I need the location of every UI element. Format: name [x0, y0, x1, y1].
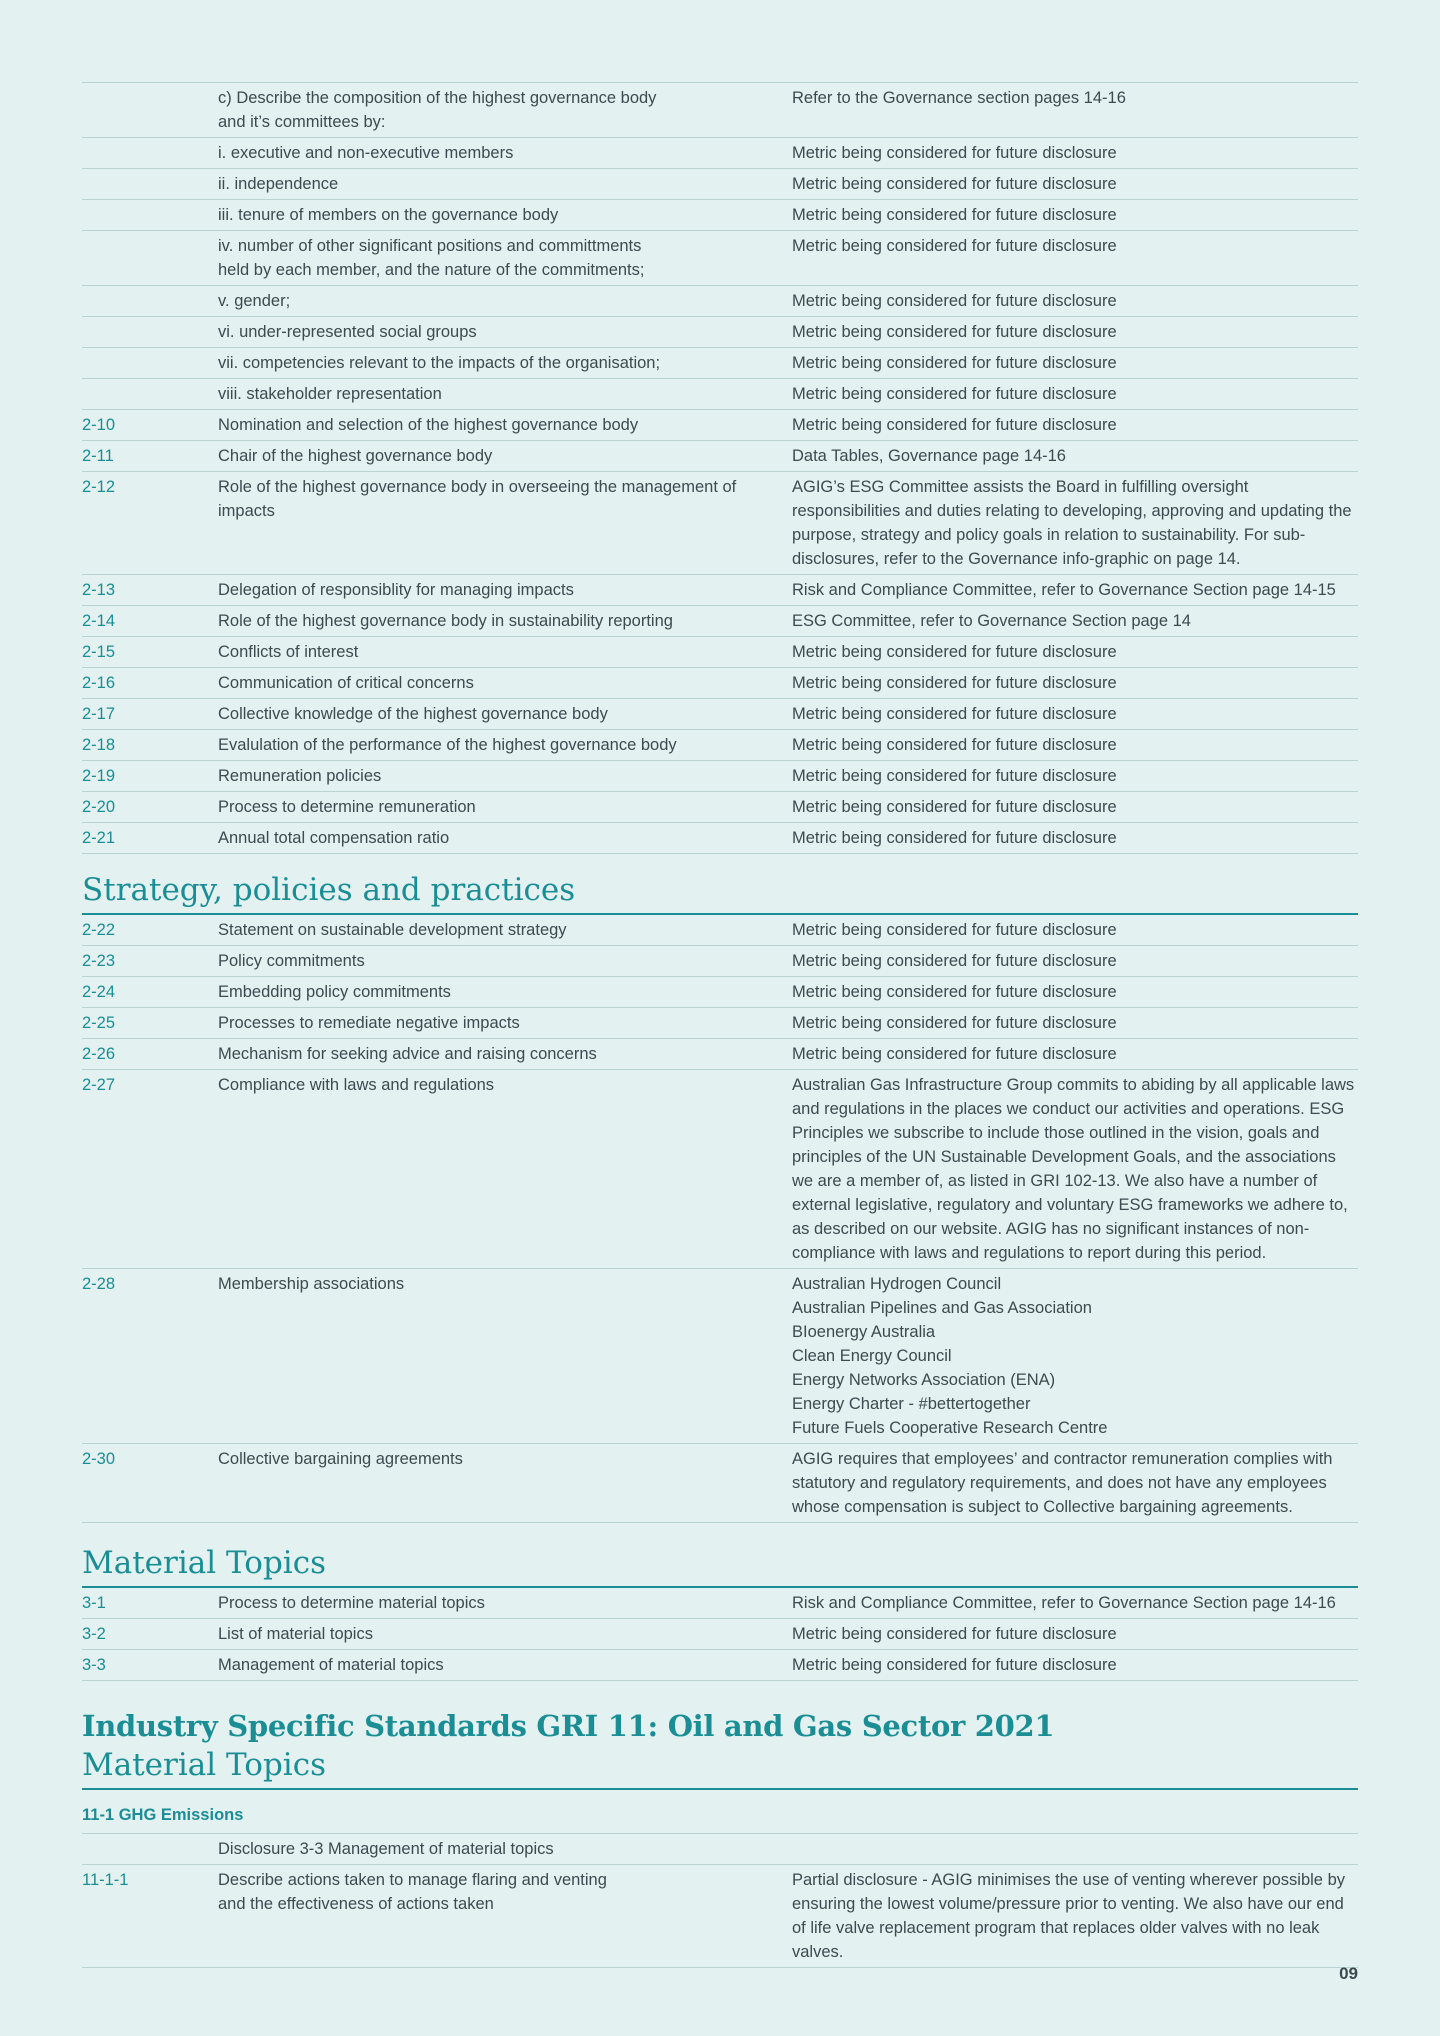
- table-row: [82, 200, 1358, 231]
- table-row: [82, 348, 1358, 379]
- table-row: [82, 231, 1358, 286]
- disclosure-description: Describe actions taken to manage flaring and venting and the effectiveness of actions taken: [218, 1865, 792, 1968]
- disclosure-description: Processes to remediate negative impacts: [218, 1008, 792, 1039]
- disclosure-code: 2-17: [82, 699, 218, 730]
- disclosure-code: 2-12: [82, 472, 218, 575]
- disclosure-description: Membership associations: [218, 1269, 792, 1444]
- disclosure-response: AGIG’s ESG Committee assists the Board in fulfilling oversight responsibilities and duties relating to developing, approving and updating the purpose, strategy and policy goals in relation to sustainability. For sub-disclosures, refer to the Governance info-graphic on page 14.: [792, 472, 1358, 575]
- table-row: [82, 1865, 1358, 1968]
- disclosure-description: Statement on sustainable development strategy: [218, 915, 792, 946]
- disclosure-response: Metric being considered for future disclosure: [792, 637, 1358, 668]
- disclosure-response: Metric being considered for future disclosure: [792, 348, 1358, 379]
- table-row: [82, 1269, 1358, 1444]
- table-row: [82, 575, 1358, 606]
- page-content: [82, 82, 1358, 1968]
- disclosure-description: Collective knowledge of the highest governance body: [218, 699, 792, 730]
- table-row: [82, 792, 1358, 823]
- disclosure-response: Metric being considered for future disclosure: [792, 231, 1358, 286]
- disclosure-code: 2-25: [82, 1008, 218, 1039]
- disclosure-code: 2-11: [82, 441, 218, 472]
- disclosure-description: iii. tenure of members on the governance body: [218, 200, 792, 231]
- table-row: [82, 138, 1358, 169]
- table-row: [82, 1070, 1358, 1269]
- table-row: [82, 317, 1358, 348]
- disclosure-description: Role of the highest governance body in overseeing the management of impacts: [218, 472, 792, 575]
- disclosure-response: Metric being considered for future disclosure: [792, 730, 1358, 761]
- disclosure-description: Embedding policy commitments: [218, 977, 792, 1008]
- table-row: [82, 1619, 1358, 1650]
- disclosure-response: Metric being considered for future disclosure: [792, 946, 1358, 977]
- disclosure-code: [82, 200, 218, 231]
- disclosure-description: Evalulation of the performance of the highest governance body: [218, 730, 792, 761]
- material-section-title: Material Topics: [82, 1545, 1358, 1588]
- disclosure-response: Metric being considered for future disclosure: [792, 169, 1358, 200]
- disclosure-code: [82, 231, 218, 286]
- disclosure-code: 2-10: [82, 410, 218, 441]
- disclosure-code: 2-27: [82, 1070, 218, 1269]
- disclosure-code: 2-30: [82, 1444, 218, 1523]
- disclosure-response: Metric being considered for future disclosure: [792, 915, 1358, 946]
- strategy-table: [82, 915, 1358, 1523]
- disclosure-response: Metric being considered for future disclosure: [792, 1039, 1358, 1070]
- disclosure-description: c) Describe the composition of the highest governance body and it’s committees by:: [218, 83, 792, 138]
- disclosure-code: 2-26: [82, 1039, 218, 1070]
- table-row: [82, 946, 1358, 977]
- industry-material-title: Material Topics: [82, 1747, 1358, 1790]
- disclosure-description: Remuneration policies: [218, 761, 792, 792]
- disclosure-code: 2-20: [82, 792, 218, 823]
- disclosure-response: ESG Committee, refer to Governance Section page 14: [792, 606, 1358, 637]
- disclosure-response: Metric being considered for future disclosure: [792, 200, 1358, 231]
- disclosure-code: 3-3: [82, 1650, 218, 1681]
- disclosure-description: Role of the highest governance body in sustainability reporting: [218, 606, 792, 637]
- disclosure-response: Data Tables, Governance page 14-16: [792, 441, 1358, 472]
- table-row: [82, 169, 1358, 200]
- disclosure-code: [82, 286, 218, 317]
- disclosure-code: 2-18: [82, 730, 218, 761]
- table-row: [82, 637, 1358, 668]
- table-row: [82, 730, 1358, 761]
- table-row: [82, 606, 1358, 637]
- table-row: [82, 1444, 1358, 1523]
- table-row: [82, 410, 1358, 441]
- disclosure-response: Metric being considered for future disclosure: [792, 138, 1358, 169]
- material-table: [82, 1588, 1358, 1681]
- strategy-section-title: Strategy, policies and practices: [82, 872, 1358, 915]
- disclosure-code: [82, 138, 218, 169]
- disclosure-code: [82, 379, 218, 410]
- disclosure-code: [82, 348, 218, 379]
- disclosure-code: 2-16: [82, 668, 218, 699]
- disclosure-description: Disclosure 3-3 Management of material topics: [218, 1834, 792, 1865]
- disclosure-response: Australian Gas Infrastructure Group commits to abiding by all applicable laws and regulations in the places we conduct our activities and operations. ESG Principles we subscribe to include those outlined in the vision, goals and principles of the UN Sustainable Development Goals, and the associations we are a member of, as listed in GRI 102-13. We also have a number of external legislative, regulatory and voluntary ESG frameworks we adhere to, as described on our website. AGIG has no significant instances of non-compliance with laws and regulations to report during this period.: [792, 1070, 1358, 1269]
- disclosure-code: 2-23: [82, 946, 218, 977]
- disclosure-description: Policy commitments: [218, 946, 792, 977]
- disclosure-description: vii. competencies relevant to the impacts of the organisation;: [218, 348, 792, 379]
- table-row: [82, 1650, 1358, 1681]
- disclosure-code: 2-13: [82, 575, 218, 606]
- disclosure-description: List of material topics: [218, 1619, 792, 1650]
- governance-table: [82, 82, 1358, 854]
- disclosure-code: 2-22: [82, 915, 218, 946]
- disclosure-response: Metric being considered for future disclosure: [792, 823, 1358, 854]
- disclosure-response: Metric being considered for future disclosure: [792, 699, 1358, 730]
- table-row: [82, 668, 1358, 699]
- disclosure-response: Metric being considered for future disclosure: [792, 761, 1358, 792]
- disclosure-description: viii. stakeholder representation: [218, 379, 792, 410]
- disclosure-description: Delegation of responsiblity for managing impacts: [218, 575, 792, 606]
- disclosure-code: [82, 83, 218, 138]
- disclosure-description: Conflicts of interest: [218, 637, 792, 668]
- table-row: [82, 286, 1358, 317]
- disclosure-code: 2-14: [82, 606, 218, 637]
- disclosure-description: Compliance with laws and regulations: [218, 1070, 792, 1269]
- disclosure-code: 2-15: [82, 637, 218, 668]
- table-row: [82, 1588, 1358, 1619]
- disclosure-description: i. executive and non-executive members: [218, 138, 792, 169]
- disclosure-response: Australian Hydrogen Council Australian Pipelines and Gas Association BIoenergy Australia Clean Energy Council Energy Networks Association (ENA) Energy Charter - #bettertogether Future Fuels Cooperative Research Centre: [792, 1269, 1358, 1444]
- table-row: [82, 1008, 1358, 1039]
- table-row: [82, 83, 1358, 138]
- disclosure-description: Management of material topics: [218, 1650, 792, 1681]
- table-row: [82, 472, 1358, 575]
- disclosure-code: 11-1-1: [82, 1865, 218, 1968]
- industry-standards-title: Industry Specific Standards GRI 11: Oil and Gas Sector 2021: [82, 1709, 1055, 1743]
- disclosure-response: Metric being considered for future disclosure: [792, 379, 1358, 410]
- disclosure-response: Metric being considered for future disclosure: [792, 410, 1358, 441]
- disclosure-code: [82, 1834, 218, 1865]
- disclosure-code: 3-1: [82, 1588, 218, 1619]
- disclosure-description: iv. number of other significant positions and committments held by each member, and the nature of the commitments;: [218, 231, 792, 286]
- disclosure-code: 2-21: [82, 823, 218, 854]
- disclosure-response: Metric being considered for future disclosure: [792, 317, 1358, 348]
- disclosure-response: Refer to the Governance section pages 14-16: [792, 83, 1358, 138]
- disclosure-response: Metric being considered for future disclosure: [792, 792, 1358, 823]
- table-row: [82, 977, 1358, 1008]
- disclosure-code: 3-2: [82, 1619, 218, 1650]
- table-row: [82, 823, 1358, 854]
- table-row: [82, 1039, 1358, 1070]
- table-row: [82, 379, 1358, 410]
- disclosure-response: AGIG requires that employees’ and contractor remuneration complies with statutory and regulatory requirements, and does not have any employees whose compensation is subject to Collective bargaining agreements.: [792, 1444, 1358, 1523]
- disclosure-code: 2-19: [82, 761, 218, 792]
- disclosure-description: ii. independence: [218, 169, 792, 200]
- disclosure-response: Risk and Compliance Committee, refer to Governance Section page 14-16: [792, 1588, 1358, 1619]
- disclosure-description: v. gender;: [218, 286, 792, 317]
- disclosure-description: Communication of critical concerns: [218, 668, 792, 699]
- disclosure-response: Metric being considered for future disclosure: [792, 977, 1358, 1008]
- ghg-emissions-heading: 11-1 GHG Emissions: [82, 1806, 244, 1824]
- disclosure-description: Mechanism for seeking advice and raising concerns: [218, 1039, 792, 1070]
- disclosure-code: [82, 169, 218, 200]
- table-row: [82, 915, 1358, 946]
- industry-table: [82, 1833, 1358, 1968]
- disclosure-response: Metric being considered for future disclosure: [792, 286, 1358, 317]
- disclosure-code: 2-24: [82, 977, 218, 1008]
- table-row: [82, 761, 1358, 792]
- disclosure-description: Collective bargaining agreements: [218, 1444, 792, 1523]
- disclosure-response: Metric being considered for future disclosure: [792, 1008, 1358, 1039]
- disclosure-description: Nomination and selection of the highest governance body: [218, 410, 792, 441]
- disclosure-description: Process to determine material topics: [218, 1588, 792, 1619]
- disclosure-description: vi. under-represented social groups: [218, 317, 792, 348]
- disclosure-response: Metric being considered for future disclosure: [792, 668, 1358, 699]
- disclosure-response: Metric being considered for future disclosure: [792, 1619, 1358, 1650]
- page-number: 09: [1339, 1964, 1358, 1983]
- table-row: [82, 1834, 1358, 1865]
- disclosure-response: Partial disclosure - AGIG minimises the use of venting wherever possible by ensuring the lowest volume/pressure prior to venting. We also have our end of life valve replacement program that replaces older valves with no leak valves.: [792, 1865, 1358, 1968]
- disclosure-description: Process to determine remuneration: [218, 792, 792, 823]
- disclosure-description: Annual total compensation ratio: [218, 823, 792, 854]
- disclosure-response: Metric being considered for future disclosure: [792, 1650, 1358, 1681]
- table-row: [82, 441, 1358, 472]
- disclosure-code: 2-28: [82, 1269, 218, 1444]
- disclosure-description: Chair of the highest governance body: [218, 441, 792, 472]
- disclosure-code: [82, 317, 218, 348]
- table-row: [82, 699, 1358, 730]
- disclosure-response: Risk and Compliance Committee, refer to Governance Section page 14-15: [792, 575, 1358, 606]
- disclosure-response: [792, 1834, 1358, 1865]
